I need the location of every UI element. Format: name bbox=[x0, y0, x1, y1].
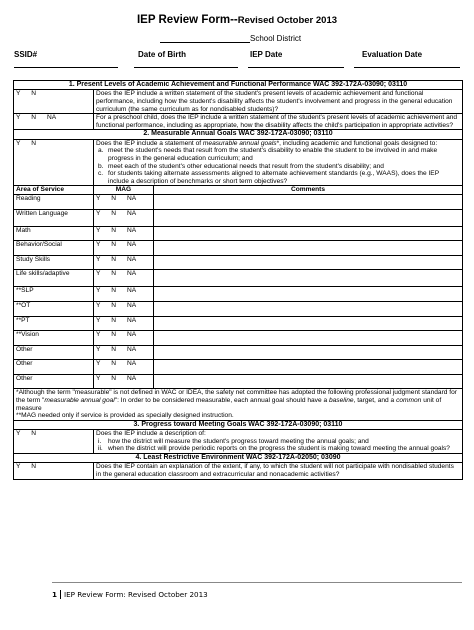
area-mag-options[interactable]: Y N NA bbox=[94, 255, 154, 270]
section2-item-a: a. meet the student's needs that result from the student's disability to enable the student to be involved in and make progress in the general education curriculum; and bbox=[98, 147, 438, 162]
area-mag-options[interactable]: Y N NA bbox=[94, 226, 154, 241]
section3-heading: 3. Progress toward Meeting Goals WAC 392-172A-03090; 03110 bbox=[14, 420, 463, 429]
area-row bbox=[14, 241, 463, 256]
evaluation-date-label: Evaluation Date bbox=[362, 50, 423, 59]
area-comments-cell[interactable] bbox=[154, 241, 463, 256]
area-mag-options[interactable]: Y N NA bbox=[94, 345, 154, 360]
section1-heading: 1. Present Levels of Academic Achievement and Functional Performance WAC 392-172A-03090; 03110 bbox=[14, 81, 463, 90]
area-row bbox=[14, 360, 463, 375]
section3-item-i: i. how the district will measure the student's progress toward meeting the annual goals; and bbox=[98, 437, 369, 445]
area-comments-cell[interactable] bbox=[154, 209, 463, 226]
area-mag-options[interactable]: Y N NA bbox=[94, 209, 154, 226]
section2-intro: Does the IEP include a statement of measurable annual goals*, including academic and functional goals designed to: bbox=[96, 139, 438, 147]
section4-heading: 4. Least Restrictive Environment WAC 392-172A-02050; 03090 bbox=[14, 454, 463, 463]
area-row bbox=[14, 209, 463, 226]
form-title-revision: Revised October 2013 bbox=[237, 15, 338, 26]
school-district-blank[interactable] bbox=[160, 35, 250, 43]
section4-heading-row bbox=[14, 454, 463, 463]
section1-q2-row bbox=[14, 114, 463, 130]
area-label: **PT bbox=[14, 316, 94, 331]
area-label: Other bbox=[14, 360, 94, 375]
section1-q2-text: For a preschool child, does the IEP include a written statement of the student's present levels of academic achievement and functional performance, including as appropriate, how the disability affects the child's participation in appropriate activities? bbox=[94, 114, 463, 130]
ssid-entry-line[interactable] bbox=[14, 67, 118, 68]
form-title bbox=[0, 14, 474, 26]
area-row bbox=[14, 301, 463, 316]
area-comments-cell[interactable] bbox=[154, 301, 463, 316]
area-comments-cell[interactable] bbox=[154, 345, 463, 360]
area-row bbox=[14, 316, 463, 331]
area-row bbox=[14, 374, 463, 389]
section2-column-header-row bbox=[14, 186, 463, 195]
area-mag-options[interactable]: Y N NA bbox=[94, 287, 154, 302]
area-mag-options[interactable]: Y N NA bbox=[94, 316, 154, 331]
header-entry-lines bbox=[14, 67, 460, 69]
area-label: Behavior/Social bbox=[14, 241, 94, 256]
section1-q1-options[interactable]: Y N bbox=[14, 90, 94, 114]
section3-item-ii: ii. when the district will provide periodic reports on the progress the student is making toward meeting the annual goals? bbox=[98, 445, 450, 453]
page-footer bbox=[52, 590, 208, 599]
section4-options[interactable]: Y N bbox=[14, 463, 94, 479]
school-district-label: School District bbox=[250, 34, 302, 43]
section2-note bbox=[14, 389, 463, 420]
area-label: **OT bbox=[14, 301, 94, 316]
area-label: **SLP bbox=[14, 287, 94, 302]
section2-question-row bbox=[14, 139, 463, 186]
section3-question bbox=[94, 430, 463, 454]
measurable-note: *Although the term "measurable" is not defined in WAC or IDEA, the safety net committee has adopted the following professional judgment standard for the term "measurable annual goal": In order to be considered measurable, each annual goal should have a baseline, target, and a common unit of measure bbox=[16, 389, 457, 412]
section4-question-row bbox=[14, 463, 463, 479]
section1-q2-options[interactable]: Y N NA bbox=[14, 114, 94, 130]
section2-heading: 2. Measurable Annual Goals WAC 392-172A-03090; 03110 bbox=[14, 130, 463, 139]
area-mag-options[interactable]: Y N NA bbox=[94, 241, 154, 256]
area-mag-options[interactable]: Y N NA bbox=[94, 360, 154, 375]
mag-header: MAG bbox=[94, 186, 154, 195]
page-number: 1 bbox=[52, 590, 61, 599]
area-comments-cell[interactable] bbox=[154, 255, 463, 270]
section1-q1-text: Does the IEP include a written statement of the student's present levels of academic achievement and functional performance, including how the student's disability affects the student's involvement and progress in the general education curriculum (the same curriculum as for nondisabled students)? bbox=[94, 90, 463, 114]
section2-options[interactable]: Y N bbox=[14, 139, 94, 186]
area-comments-cell[interactable] bbox=[154, 316, 463, 331]
section2-heading-row bbox=[14, 130, 463, 139]
area-label: Other bbox=[14, 345, 94, 360]
area-label: **Vision bbox=[14, 331, 94, 346]
area-row bbox=[14, 194, 463, 209]
date-of-birth-label: Date of Birth bbox=[138, 50, 186, 59]
area-label: Reading bbox=[14, 194, 94, 209]
footer-text: IEP Review Form: Revised October 2013 bbox=[64, 590, 208, 599]
section3-heading-row bbox=[14, 420, 463, 429]
area-comments-cell[interactable] bbox=[154, 270, 463, 287]
area-comments-cell[interactable] bbox=[154, 374, 463, 389]
area-label: Life skills/adaptive bbox=[14, 270, 94, 287]
area-mag-options[interactable]: Y N NA bbox=[94, 270, 154, 287]
mag-note: **MAG needed only if service is provided as specially designed instruction. bbox=[16, 412, 234, 420]
area-comments-cell[interactable] bbox=[154, 331, 463, 346]
section2-note-row bbox=[14, 389, 463, 420]
comments-header: Comments bbox=[154, 186, 463, 195]
area-mag-options[interactable]: Y N NA bbox=[94, 301, 154, 316]
area-row bbox=[14, 287, 463, 302]
section3-question-row bbox=[14, 430, 463, 454]
ssid-label: SSID# bbox=[14, 50, 38, 59]
area-row bbox=[14, 226, 463, 241]
area-comments-cell[interactable] bbox=[154, 226, 463, 241]
section2-item-b: b. meet each of the student's other educational needs that result from the student's disability; and bbox=[98, 162, 384, 170]
area-mag-options[interactable]: Y N NA bbox=[94, 331, 154, 346]
section2-item-c: c. for students taking alternate assessments aligned to alternate achievement standards (e.g., WAAS), does the IEP include a description of benchmarks or short term objectives? bbox=[98, 170, 439, 185]
form-title-main: IEP Review Form-- bbox=[136, 14, 238, 26]
iep-date-entry-line[interactable] bbox=[248, 67, 344, 68]
evaluation-date-entry-line[interactable] bbox=[354, 67, 460, 68]
area-row bbox=[14, 270, 463, 287]
area-of-service-header: Area of Service bbox=[14, 186, 94, 195]
section3-options[interactable]: Y N bbox=[14, 430, 94, 454]
section1-heading-row bbox=[14, 81, 463, 90]
area-mag-options[interactable]: Y N NA bbox=[94, 374, 154, 389]
school-district-field[interactable] bbox=[160, 34, 301, 43]
area-comments-cell[interactable] bbox=[154, 287, 463, 302]
area-row bbox=[14, 331, 463, 346]
area-comments-cell[interactable] bbox=[154, 194, 463, 209]
area-label: Written Language bbox=[14, 209, 94, 226]
footer-divider bbox=[52, 582, 462, 583]
area-label: Math bbox=[14, 226, 94, 241]
area-comments-cell[interactable] bbox=[154, 360, 463, 375]
area-label: Study Skills bbox=[14, 255, 94, 270]
section3-intro: Does the IEP include a description of: bbox=[96, 430, 206, 438]
area-row bbox=[14, 345, 463, 360]
section2-question bbox=[94, 139, 463, 186]
area-label: Other bbox=[14, 374, 94, 389]
area-mag-options[interactable]: Y N NA bbox=[94, 194, 154, 209]
section4-question: Does the IEP contain an explanation of the extent, if any, to which the student will not participate with nondisabled students in the general education classroom and extracurricular and nonacademic activities? bbox=[94, 463, 463, 479]
iep-date-label: IEP Date bbox=[250, 50, 283, 59]
dob-entry-line[interactable] bbox=[134, 67, 238, 68]
section1-q1-row bbox=[14, 90, 463, 114]
review-table bbox=[13, 80, 463, 480]
area-row bbox=[14, 255, 463, 270]
